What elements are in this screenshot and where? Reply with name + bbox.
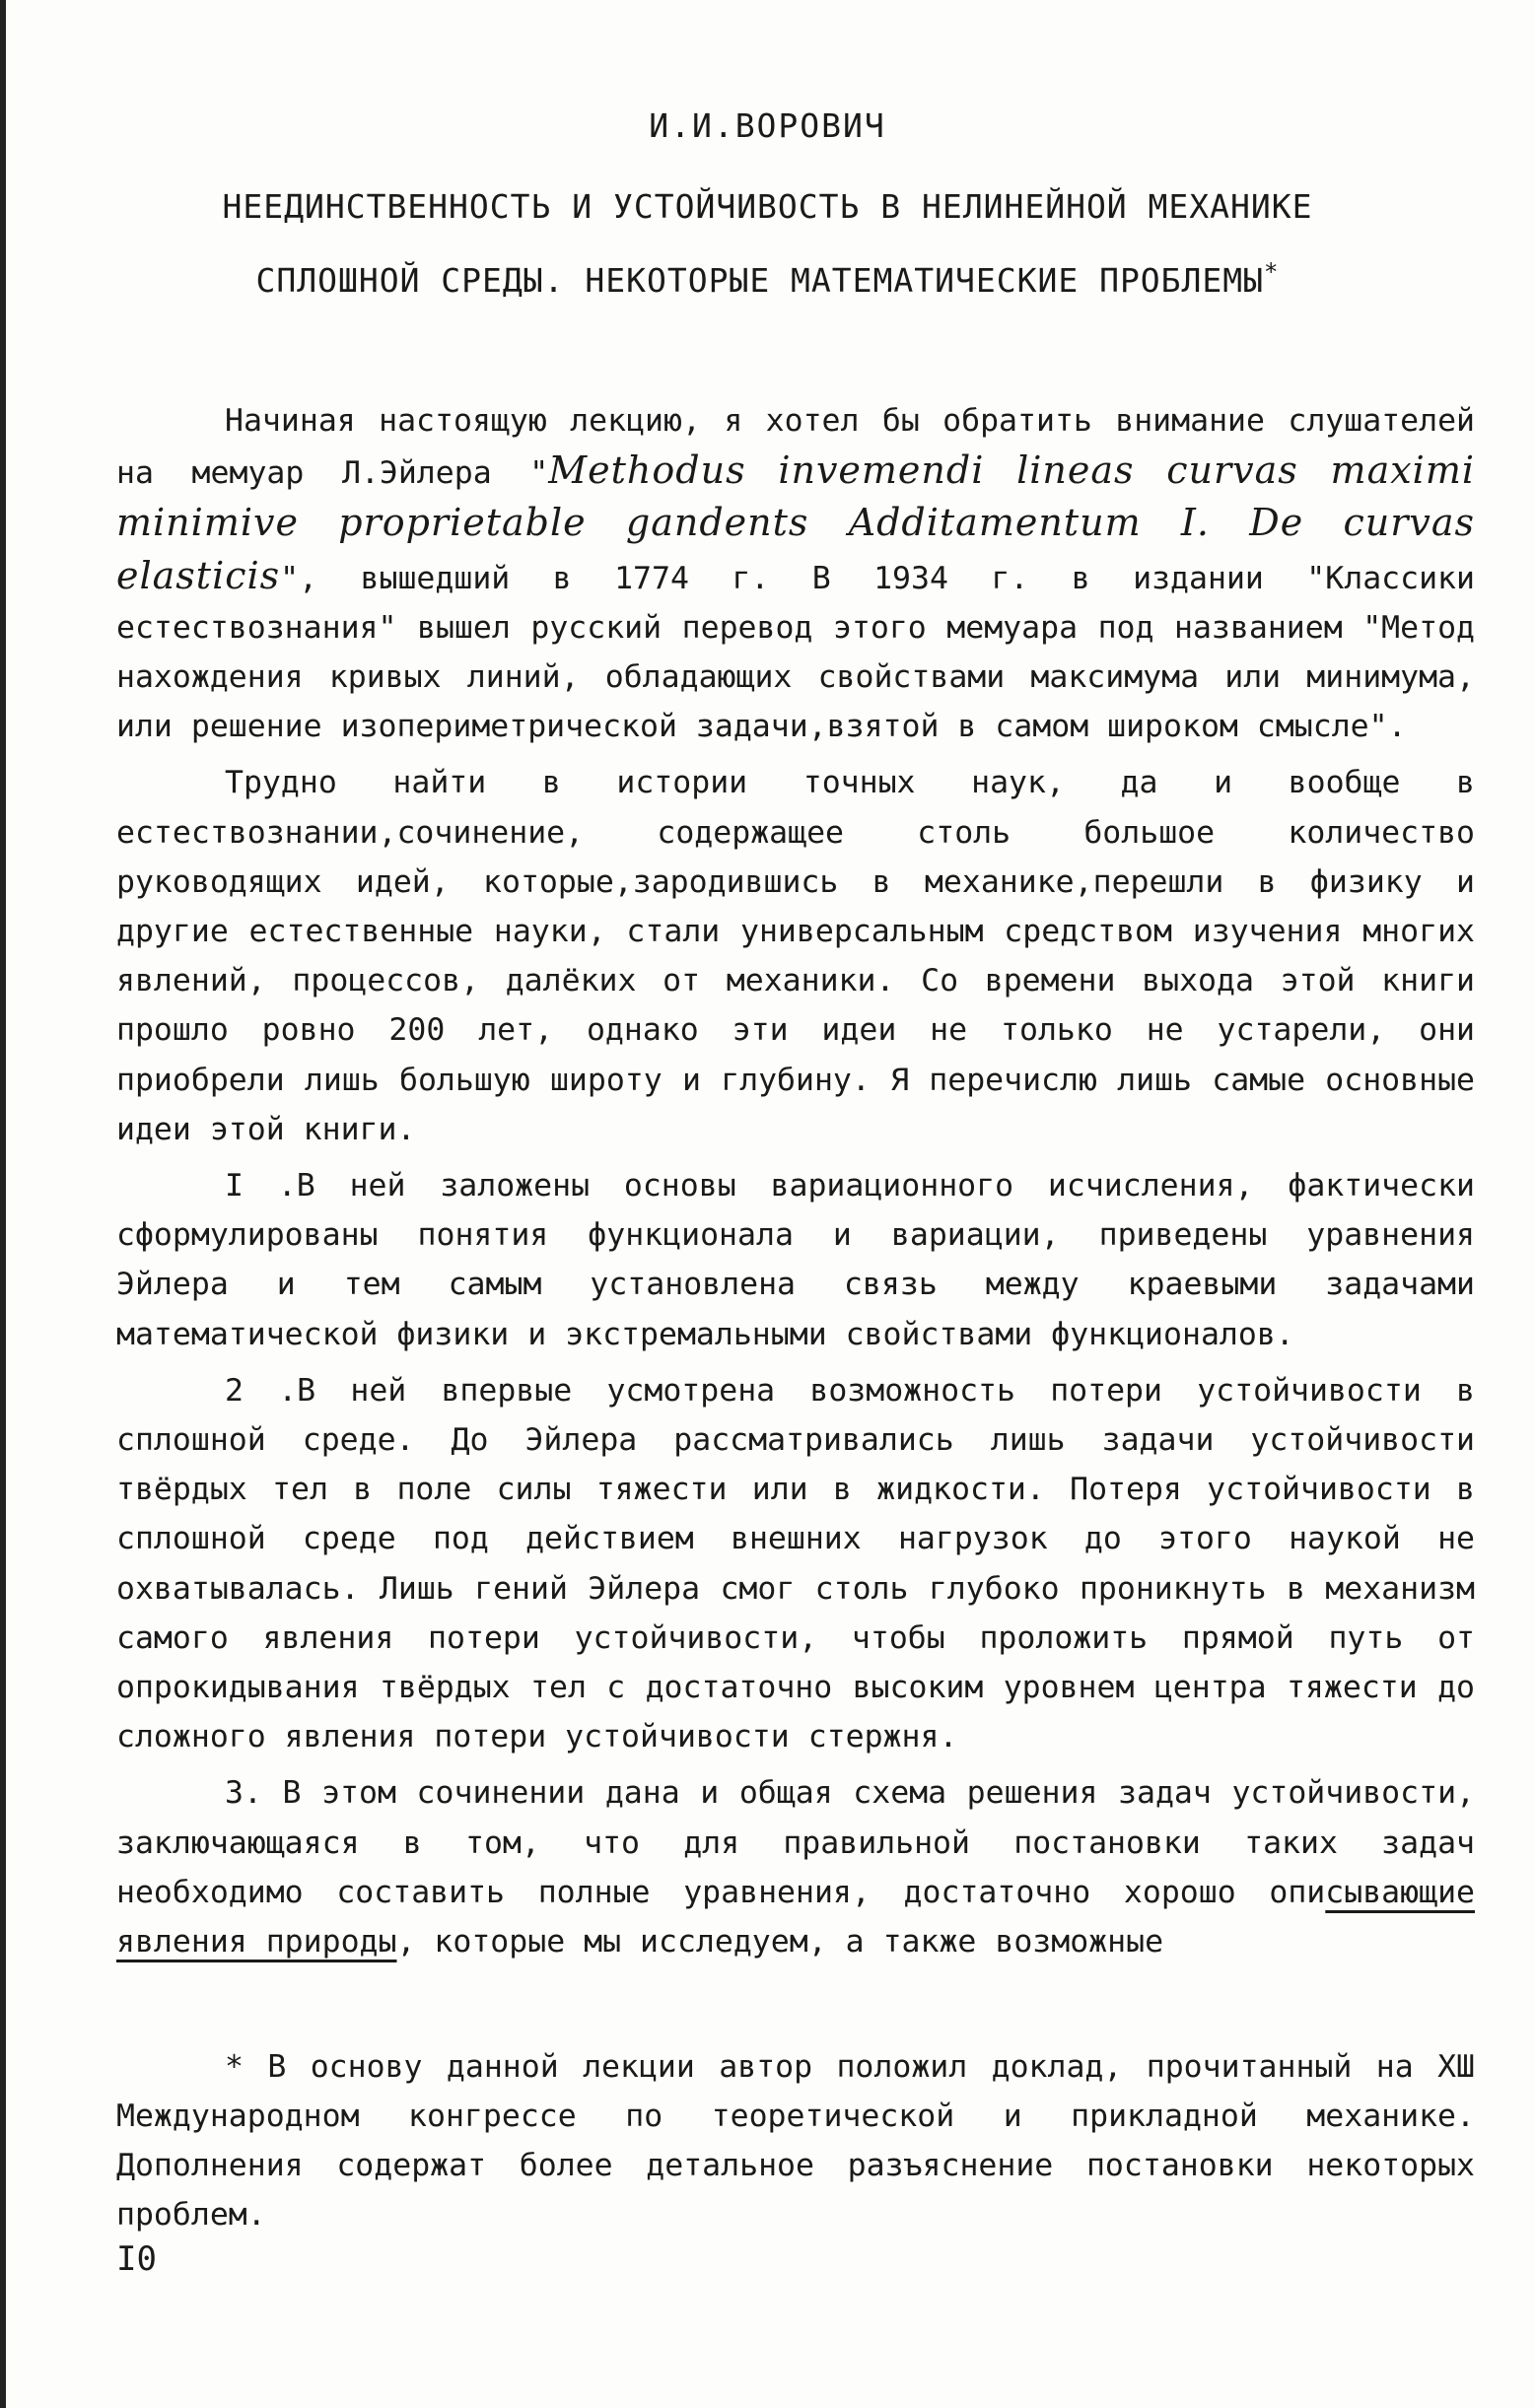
footnote-mark: * [1264, 258, 1280, 286]
page-number: I0 [116, 2239, 157, 2279]
paragraph-5 [116, 1768, 1475, 1966]
p5-end: , которые мы исследуем, а также возможные [396, 1924, 1164, 1961]
footnote-text: * В основу данной лекции автор положил доклад, прочитанный на XШ Международном конгрессе по теоретической и прикладной механике. Дополнения содержат более детальное разъяснение постановки некоторых проблем. [116, 2049, 1475, 2233]
header [0, 106, 1535, 313]
latin-title: Methodus invemendi lineas curvas maximi minimive proprietable gandents Additamentum I. De curvas elasticis [116, 448, 1476, 597]
p5-start: 3. В этом сочинении дана и общая схема решения задач устойчивости, заключающаяся в том, что для правильной постановки таких задач необходимо составить полные уравнения, достаточно хорошо опи [116, 1775, 1475, 1910]
footnote [116, 2042, 1475, 2239]
scan-edge [0, 0, 6, 2408]
paragraph-3: I .В ней заложены основы вариационного исчисления, фактически сформулированы понятия функционала и вариации, приведены уравнения Эйлера и тем самым установлена связь между краевыми задачами математической физики и экстремальными свойствами функционалов. [116, 1168, 1475, 1352]
paragraph-1 [116, 396, 1475, 751]
author-name: И.И.ВОРОВИЧ [649, 106, 886, 145]
body-text [116, 396, 1475, 1973]
title-line-1: НЕЕДИНСТВЕННОСТЬ И УСТОЙЧИВОСТЬ В НЕЛИНЕЙНОЙ МЕХАНИКЕ [222, 187, 1313, 226]
title-line-2-text: СПЛОШНОЙ СРЕДЫ. НЕКОТОРЫЕ МАТЕМАТИЧЕСКИЕ ПРОБЛЕМЫ [255, 261, 1265, 300]
paragraph-2: Трудно найти в истории точных наук, да и вообще в естествознании,сочинение, содержащее столь большое количество руководящих идей, которые,зародившись в механике,перешли в физику и другие естественные науки, стали универсальным средством изучения многих явлений, процессов, далёких от механики. Со времени выхода этой книги прошло ровно 200 лет, однако эти идеи не только не устарели, они приобрели лишь большую широту и глубину. Я перечислю лишь самые основные идеи этой книги. [116, 765, 1475, 1147]
title-line-2 [0, 240, 1535, 313]
p1-intro: Начиная настоящую лекцию, я хотел бы обратить внимание слушателей на мемуар Л.Эйлера " [116, 403, 1475, 492]
p1-rest: ", вышедший в 1774 г. В 1934 г. в издании "Классики естествознания" вышел русский перевод этого мемуара под названием "Метод нахождения кривых линий, обладающих свойствами максимума или минимума, или решение изопериметрической задачи,взятой в самом широком смысле". [116, 560, 1475, 745]
paragraph-4: 2 .В ней впервые усмотрена возможность потери устойчивости в сплошной среде. До Эйлера рассматривались лишь задачи устойчивости твёрдых тел в поле силы тяжести или в жидкости. Потеря устойчивости в сплошной среде под действием внешних нагрузок до этого наукой не охватывалась. Лишь гений Эйлера смог столь глубоко проникнуть в механизм самого явления потери устойчивости, чтобы проложить прямой путь от опрокидывания твёрдых тел с достаточно высоким уровнем центра тяжести до сложного явления потери устойчивости стержня. [116, 1372, 1475, 1755]
p5-underlined: сывающие явления природы [116, 1874, 1475, 1961]
